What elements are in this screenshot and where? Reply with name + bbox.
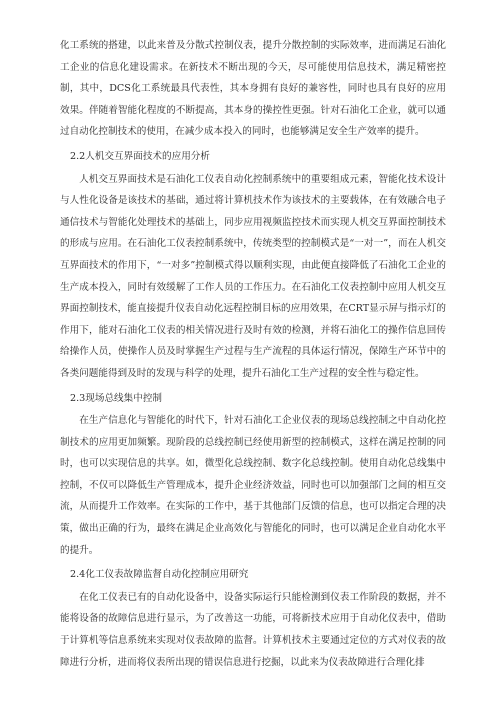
section-heading-2-2: 2.2人机交互界面技术的应用分析	[70, 150, 210, 162]
section-heading-2-4: 2.4化工仪表故障监督自动化控制应用研究	[70, 569, 249, 581]
paragraph-fieldbus-control: 在生产信息化与智能化的时代下，针对石油化工企业仪表的现场总线控制之中自动化控制技术的应用更加频繁。现阶段的总线控制已经使用新型的控制模式，这样在满足控制的同时，也可以实现信息的共享。如，微型化总线控制、数字化总线控制。使用自动化总线集中控制，不仅可以降低生产管理成本，提升企业经济效益，同时也可以加强部门之间的相互交流，从而提升工作效率。在实际的工作中，基于其他部门反馈的信息，也可以指定合理的决策，做出正确的行为，最终在满足企业高效化与智能化的同时，也可以满足企业自动化水平的提升。	[60, 415, 446, 556]
paragraph-fault-monitoring: 在化工仪表已有的自动化设备中，设备实际运行只能检测到仪表工作阶段的数据，并不能将设备的故障信息进行显示，为了改善这一功能，可将新技术应用于自动化仪表中，借助于计算机等信息系统来实现对仪表故障的监督。计算机技术主要通过定位的方式对仪表的故障进行分析，进而将仪表所出现的错误信息进行挖掘，以此来为仪表故障进行合理化排	[60, 591, 446, 668]
section-heading-2-3: 2.3现场总线集中控制	[70, 392, 163, 404]
document-body	[60, 35, 446, 673]
paragraph-hmi-technology: 人机交互界面技术是石油化工仪表自动化控制系统中的重要组成元素，智能化技术设计与人性化设备是该技术的基础，通过将计算机技术作为该技术的主要载体，在有效融合电子通信技术与智能化处理技术的基础上，同步应用视频监控技术而实现人机交互界面控制技术的形成与应用。在石油化工仪表控制系统中，传统类型的控制模式是“一对一”，而在人机交互界面技术的作用下，“一对多”控制模式得以顺利实现，由此便直接降低了石油化工企业的生产成本投入，同时有效缓解了工作人员的工作压力。在石油化工仪表控制中应用人机交互界面控制技术，能直接提升仪表自动化远程控制目标的应用效果，在CRT显示屏与指示灯的作用下，能对石油化工仪表的相关情况进行及时有效的检测，并将石油化工的操作信息回传给操作人员，使操作人员及时掌握生产过程与生产流程的具体运行情况，保障生产环节中的各类问题能得到及时的发现与科学的处理，提升石油化工生产过程的安全性与稳定性。	[60, 173, 446, 379]
paragraph-dcs-system: 化工系统的搭建，以此来普及分散式控制仪表，提升分散控制的实际效率，进而满足石油化工企业的信息化建设需求。在新技术不断出现的今天，尽可能使用信息技术，满足精密控制，其中，DCS化工系统最具代表性，其本身拥有良好的兼容性，同时也具有良好的应用效果。伴随着智能化程度的不断提高，其本身的操控性更强。针对石油化工企业，就可以通过自动化控制技术的使用，在减少成本投入的同时，也能够满足安全生产效率的提升。	[60, 40, 446, 138]
